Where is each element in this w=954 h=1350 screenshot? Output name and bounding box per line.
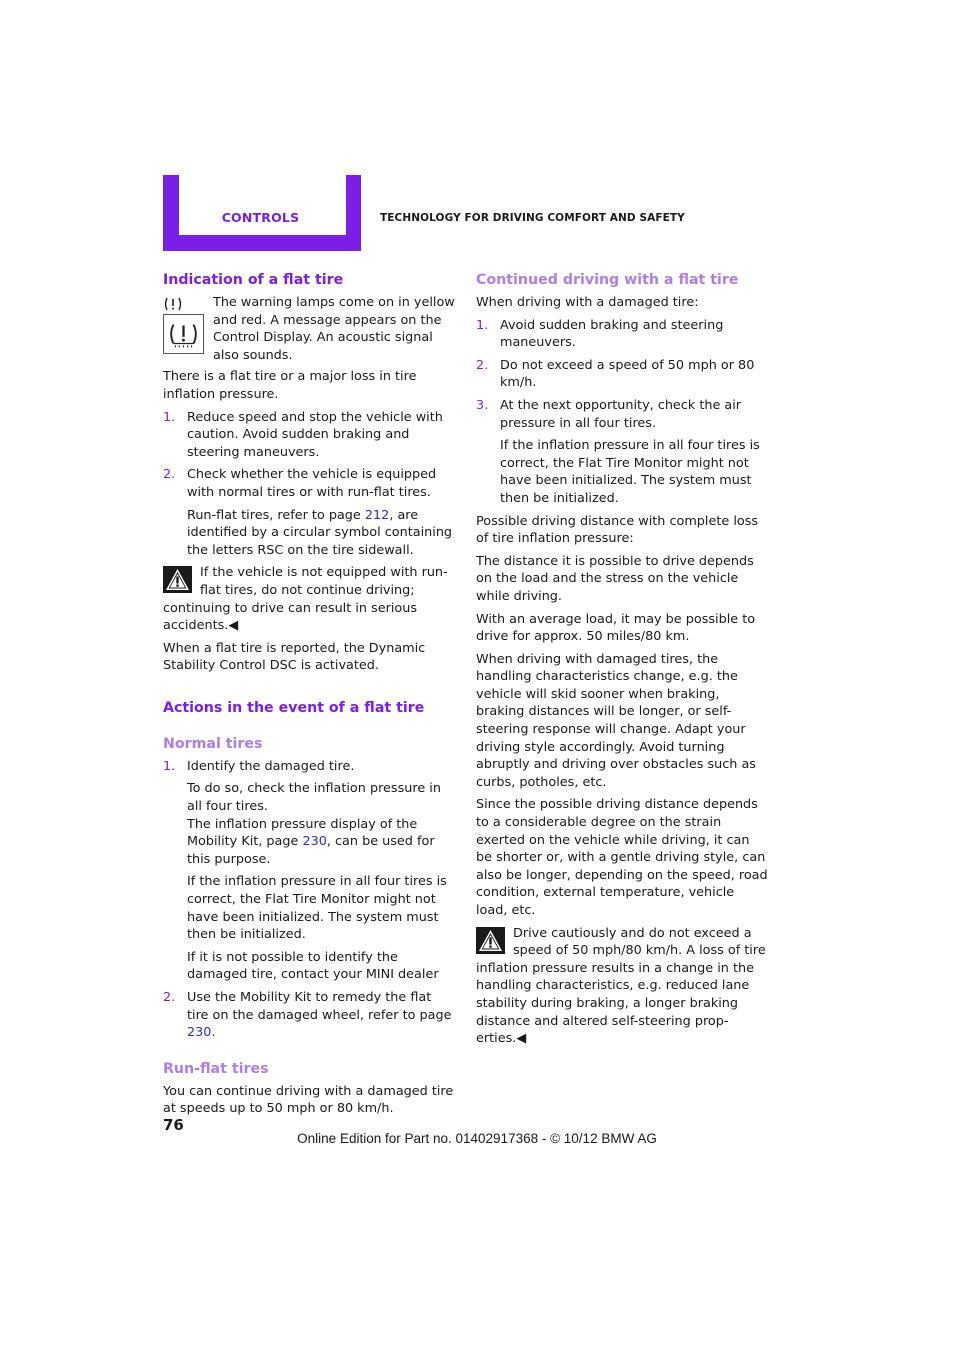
page-link-230[interactable]: 230 [187, 1025, 212, 1041]
tire-pressure-warning-icon [163, 314, 204, 354]
header-inner [179, 175, 346, 235]
warning-block [163, 564, 455, 634]
ref-text: , can be used for this purpose. [187, 834, 435, 867]
right-column [476, 270, 768, 1048]
warning-lamps-text: The warning lamps come on in yellow and red. A message appears on the Control Display. An acoustic signal also sounds. [213, 295, 455, 363]
list-item [476, 357, 768, 392]
warning-triangle-icon [163, 566, 192, 593]
footer-edition: Online Edition for Part no. 01402917368 - © 10/12 BMW AG [297, 1131, 657, 1146]
paragraph: With an average load, it may be possible to drive for approx. 50 miles/80 km. [476, 611, 756, 645]
paragraph: When driving with damaged tires, the handling characteristics change, e.g. the vehicle will skid sooner when braking, braking distances will be longer, or self-steering response will change. Adapt your driving style accordingly. Avoid turning abruptly and driving over obstacles such as curbs, potholes, etc. [476, 651, 756, 790]
left-column [163, 270, 455, 1123]
list-text: Do not exceed a speed of 50 mph or 80 km/h. [500, 357, 755, 391]
heading-runflat-tires: Run-flat tires [163, 1060, 269, 1077]
heading-continued-driving: Continued driving with a flat tire [476, 272, 739, 288]
list-number: 2. [476, 357, 489, 373]
list-text: At the next opportunity, check the air pressure in all four tires. [500, 397, 742, 431]
list-item [476, 397, 768, 508]
flat-tire-text: There is a flat tire or a major loss in tire inflation pressure. [163, 369, 417, 402]
list-number: 1. [163, 758, 176, 774]
identify-sub-3: If the inflation pressure in all four tires is correct, the Flat Tire Monitor might not have been initialized. The system must then be initialized. [187, 874, 447, 943]
step3-sub: If the inflation pressure in all four tires is correct, the Flat Tire Monitor might not have been initialized. The system must then be initialized. [500, 438, 760, 506]
paragraph: Possible driving distance with complete loss of tire inflation pressure: [476, 513, 759, 547]
warning-block [476, 925, 768, 1048]
ref-text: Use the Mobility Kit to remedy the flat tire on the damaged wheel, refer to page [187, 990, 452, 1023]
page-number: 76 [163, 1116, 184, 1134]
list-text [187, 989, 455, 1042]
section-label: CONTROLS [221, 210, 300, 225]
page-link-230[interactable]: 230 [302, 834, 327, 850]
intro-text: When driving with a damaged tire: [476, 295, 699, 310]
heading-normal-tires: Normal tires [163, 735, 263, 752]
list-number: 2. [163, 990, 176, 1005]
list-text: Reduce speed and stop the vehicle with caution. Avoid sudden braking and steering maneuvers. [187, 409, 443, 460]
identify-sub-4: If it is not possible to identify the damaged tire, contact your MINI dealer [187, 949, 439, 983]
warning-triangle-icon [476, 927, 505, 954]
runflat-text: You can continue driving with a damaged tire at speeds up to 50 mph or 80 km/h. [163, 1083, 454, 1117]
list-number: 3. [476, 397, 489, 413]
identify-sub-1: To do so, check the inflation pressure in all four tires. [187, 781, 441, 815]
runflat-reference [187, 507, 455, 560]
chapter-title: TECHNOLOGY FOR DRIVING COMFORT AND SAFETY [380, 212, 685, 224]
ref-text: , are identified by a circular symbol containing the letters RSC on the tire sidewall. [187, 507, 453, 558]
page-link-212[interactable]: 212 [364, 507, 390, 523]
list-number: 2. [163, 467, 176, 483]
ref-text: The inflation pressure display of the Mobility Kit, page [187, 816, 418, 850]
list-text: Identify the damaged tire. [187, 758, 355, 774]
list-item [163, 758, 455, 984]
ref-text: . [211, 1025, 216, 1041]
list-number: 1. [163, 409, 176, 425]
heading-actions: Actions in the event of a flat tire [163, 699, 425, 716]
list-item [163, 409, 455, 462]
list-item [163, 989, 455, 1042]
tire-pressure-warning-icon [163, 296, 183, 312]
heading-indication: Indication of a flat tire [163, 272, 344, 288]
list-text: Check whether the vehicle is equipped with normal tires or with run-flat tires. [187, 467, 437, 500]
paragraph: Since the possible driving distance depends to a considerable degree on the strain exerted on the vehicle while driving, it can be shorter or, with a gentle driving style, can also be longer, depending on the speed, road condition, external temperature, vehicle load, etc. [476, 797, 768, 918]
warning-lamps-block [163, 294, 455, 364]
list-text: Avoid sudden braking and steering maneuvers. [500, 317, 724, 351]
list-item [476, 317, 768, 352]
warning-text: If the vehicle is not equipped with run-flat tires, do not continue driving; continuing to drive can result in serious accidents.◀ [163, 565, 448, 634]
dsc-text: When a flat tire is reported, the Dynamic Stability Control DSC is activated. [163, 640, 426, 674]
ref-text: Run-flat tires, refer to page [187, 507, 365, 523]
identify-sub-2 [187, 816, 455, 869]
paragraph: The distance it is possible to drive depends on the load and the stress on the vehicle while driving. [476, 553, 754, 604]
list-item [163, 466, 455, 559]
warning-text: Drive cautiously and do not exceed a speed of 50 mph/80 km/h. A loss of tire inflation pressure results in a change in the handling characteristics, e.g. reduced lane stability during braking, a longer braking distance and altered self-steering properties.◀ [476, 925, 766, 1047]
list-number: 1. [476, 317, 489, 333]
